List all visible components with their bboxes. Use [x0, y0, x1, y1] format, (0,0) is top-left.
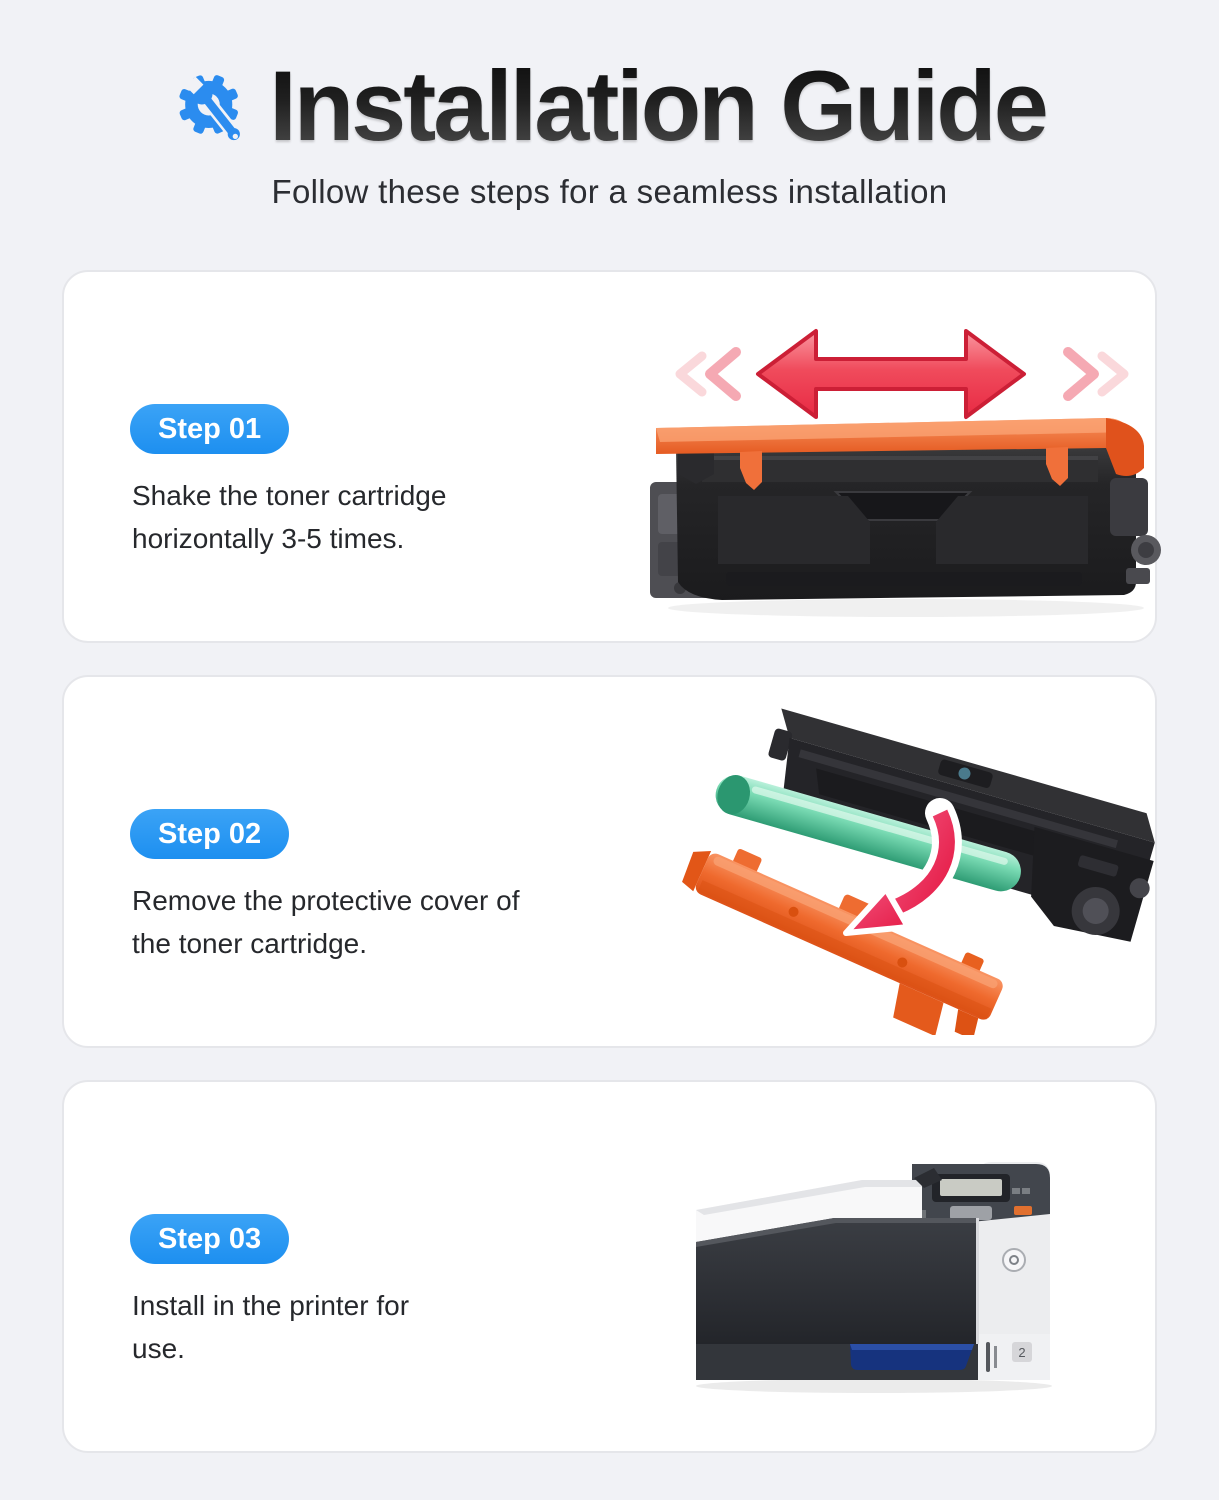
step-card-1 [62, 270, 1157, 643]
step-1-line-1: Shake the toner cartridge [132, 480, 447, 511]
step-1-line-2: horizontally 3-5 times. [132, 523, 405, 554]
step-card-3 [62, 1080, 1157, 1453]
toner-cartridge-cover-removal-illustration [682, 693, 1174, 1035]
toner-cartridge-image [650, 418, 1161, 617]
step-2-line-2: the toner cartridge. [132, 928, 368, 959]
tray-2-label: 2 [1018, 1345, 1026, 1360]
toner-cartridge-shake-illustration [636, 296, 1168, 628]
gear-wrench-icon [173, 68, 249, 150]
page-title: Installation Guide [269, 50, 1046, 161]
step-1-badge: Step 01 [130, 404, 289, 454]
printer-image [696, 1162, 1052, 1393]
step-3-badge: Step 03 [130, 1214, 289, 1264]
step-2-badge: Step 02 [130, 809, 289, 859]
printer-illustration [676, 1148, 1068, 1400]
printer-display [940, 1179, 1002, 1196]
page-subtitle: Follow these steps for a seamless installation [271, 173, 948, 210]
step-card-2 [62, 675, 1157, 1048]
printer-power-button [1003, 1249, 1025, 1271]
step-2-text [132, 879, 520, 965]
step-3-line-2: use. [132, 1333, 185, 1364]
step-1-text [132, 474, 446, 560]
step-3-text [132, 1284, 409, 1370]
red-shake-arrow-icon [758, 331, 1024, 417]
step-2-line-1: Remove the protective cover of [132, 885, 520, 916]
header [0, 0, 1219, 211]
step-3-line-1: Install in the printer for [132, 1290, 410, 1321]
title-row [0, 50, 1219, 161]
